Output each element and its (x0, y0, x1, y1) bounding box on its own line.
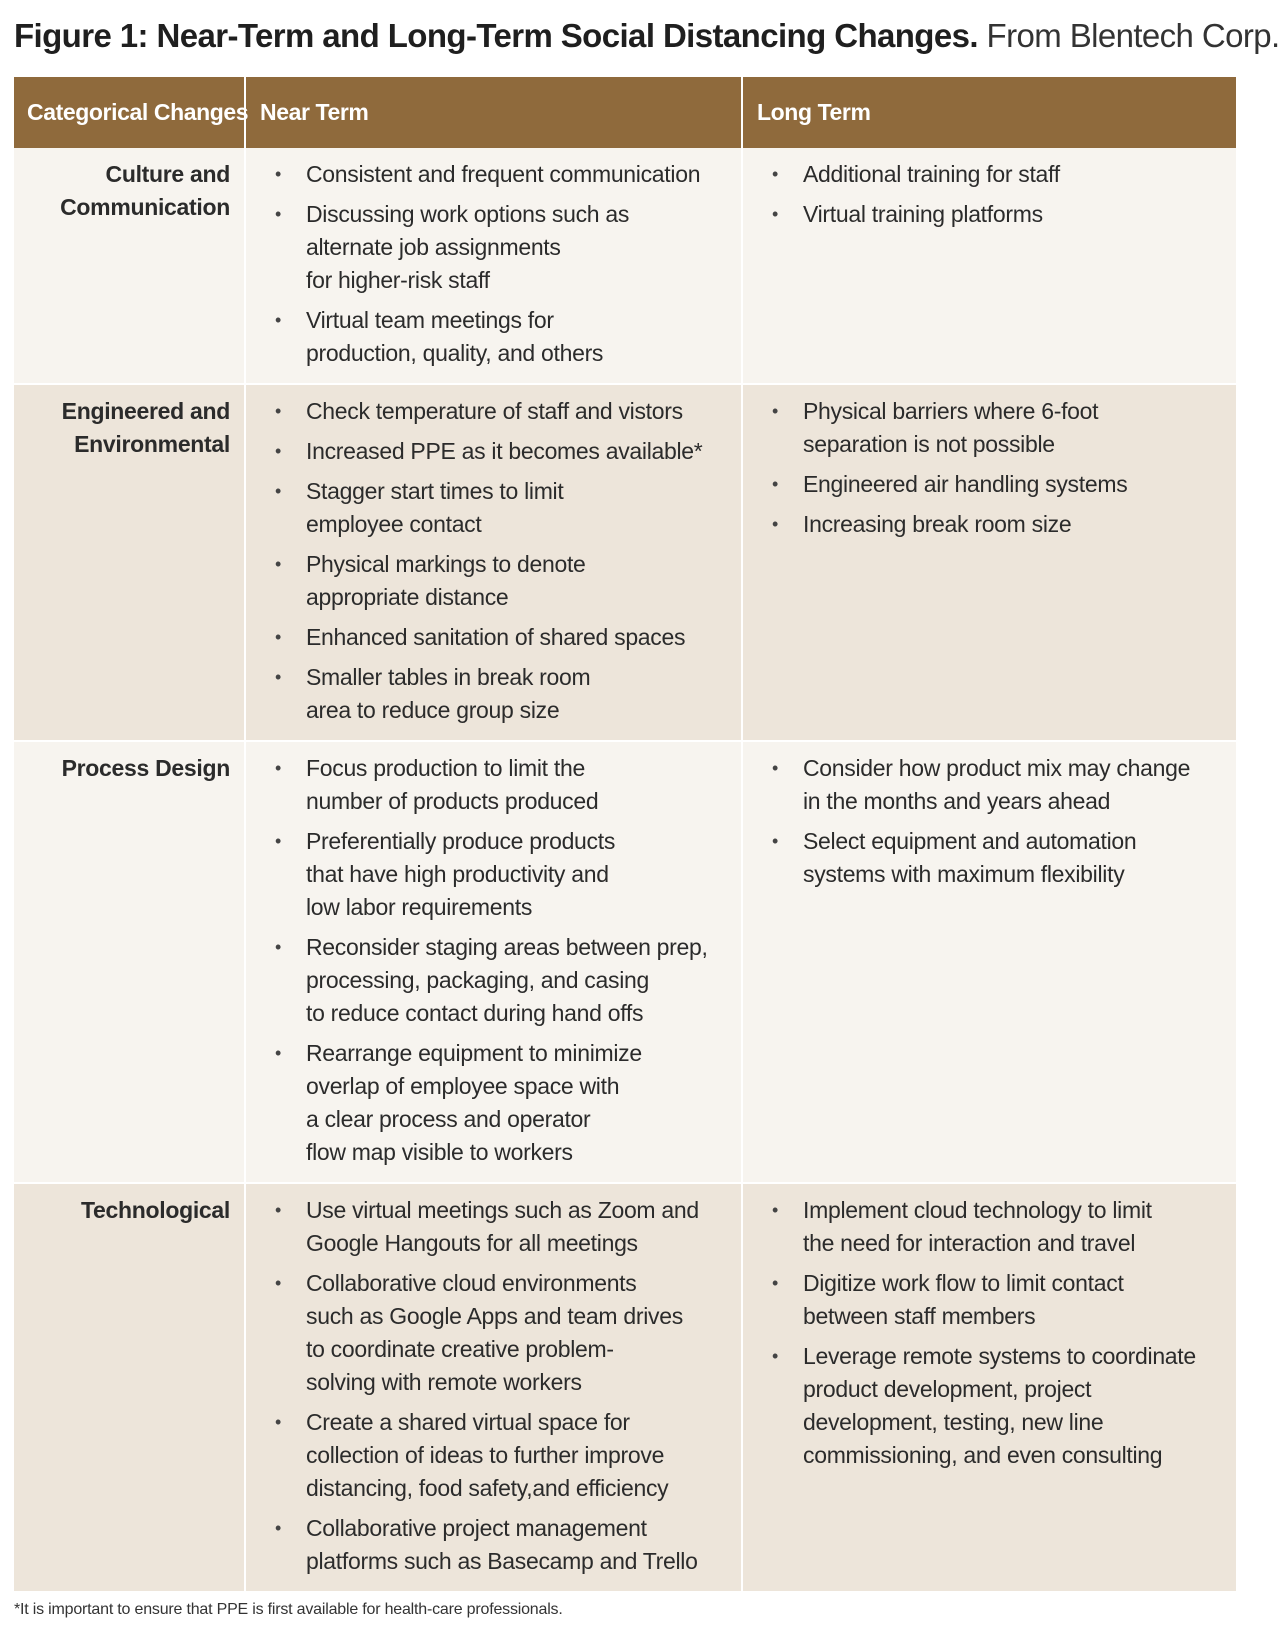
table-row (14, 384, 1236, 741)
list-item-line: production, quality, and others (306, 340, 604, 366)
category-cell (14, 741, 245, 1183)
list-item-line: collection of ideas to further improve (306, 1442, 665, 1468)
list-item-line: • Consistent and frequent communication (306, 161, 701, 187)
list-item-line: • Increasing break room size (803, 511, 1072, 537)
social-distancing-table (14, 77, 1236, 1593)
figure-title (14, 14, 1280, 58)
list-item (246, 475, 741, 541)
table-row (14, 148, 1236, 384)
list-item (743, 825, 1236, 891)
bullet-list (743, 158, 1236, 231)
list-item-line: • Enhanced sanitation of shared spaces (306, 624, 686, 650)
category-label-line: Environmental (74, 431, 230, 457)
list-item-line: between staff members (803, 1303, 1036, 1329)
list-item-line: systems with maximum flexibility (803, 861, 1125, 887)
list-item (246, 158, 741, 191)
list-item (246, 435, 741, 468)
list-item-line: • Virtual team meetings for (306, 307, 554, 333)
list-item-line: appropriate distance (306, 584, 509, 610)
bullet-list (743, 752, 1236, 891)
list-item (743, 1267, 1236, 1333)
list-item (246, 1406, 741, 1505)
list-item (743, 508, 1236, 541)
figure-title-text: Figure 1: Near-Term and Long-Term Social Distancing Changes. (14, 17, 978, 54)
list-item-line: • Stagger start times to limit (306, 478, 564, 504)
list-item (246, 752, 741, 818)
list-item (743, 468, 1236, 501)
list-item-line: to coordinate creative problem- (306, 1336, 614, 1362)
list-item-line: • Implement cloud technology to limit (803, 1197, 1152, 1223)
list-item-line: low labor requirements (306, 894, 533, 920)
list-item-line: • Preferentially produce products (306, 828, 616, 854)
list-item (743, 395, 1236, 461)
near-term-cell (245, 148, 742, 384)
list-item-line: that have high productivity and (306, 861, 609, 887)
list-item-line: • Leverage remote systems to coordinate (803, 1343, 1196, 1369)
list-item-line: alternate job assignments (306, 234, 561, 260)
list-item (743, 198, 1236, 231)
list-item-line: • Discussing work options such as (306, 201, 630, 227)
list-item-line: • Physical markings to denote (306, 551, 586, 577)
long-term-cell (742, 1183, 1236, 1592)
list-item-line: product development, project (803, 1376, 1092, 1402)
list-item-line: • Reconsider staging areas between prep, (306, 934, 708, 960)
list-item-line: • Consider how product mix may change (803, 755, 1191, 781)
long-term-cell (742, 741, 1236, 1183)
category-label-line: Communication (60, 194, 230, 220)
list-item-line: such as Google Apps and team drives (306, 1303, 683, 1329)
category-cell (14, 1183, 245, 1592)
bullet-list (743, 1194, 1236, 1472)
long-term-cell (742, 148, 1236, 384)
list-item-line: to reduce contact during hand offs (306, 1000, 644, 1026)
list-item (246, 395, 741, 428)
list-item-line: overlap of employee space with (306, 1073, 620, 1099)
list-item (246, 661, 741, 727)
table-body (14, 148, 1236, 1592)
list-item-line: • Rearrange equipment to minimize (306, 1040, 642, 1066)
list-item-line: separation is not possible (803, 431, 1055, 457)
table-row (14, 1183, 1236, 1592)
list-item-line: the need for interaction and travel (803, 1230, 1136, 1256)
list-item-line: area to reduce group size (306, 697, 560, 723)
list-item (743, 1194, 1236, 1260)
list-item-line: solving with remote workers (306, 1369, 582, 1395)
list-item (246, 621, 741, 654)
near-term-cell (245, 384, 742, 741)
header-near-term: Near Term (245, 77, 742, 148)
list-item (246, 1512, 741, 1578)
bullet-list (246, 1194, 741, 1578)
list-item-line: distancing, food safety,and efficiency (306, 1475, 669, 1501)
list-item-line: • Create a shared virtual space for (306, 1409, 630, 1435)
list-item-line: • Focus production to limit the (306, 755, 585, 781)
list-item-line: • Collaborative project management (306, 1515, 647, 1541)
footnote: *It is important to ensure that PPE is first available for health-care professionals. (14, 1601, 563, 1618)
list-item-line: a clear process and operator (306, 1106, 591, 1132)
list-item (246, 304, 741, 370)
header-categorical-changes: Categorical Changes (14, 77, 245, 148)
list-item-line: • Engineered air handling systems (803, 471, 1128, 497)
long-term-cell (742, 384, 1236, 741)
category-cell (14, 148, 245, 384)
list-item-line: • Additional training for staff (803, 161, 1060, 187)
bullet-list (743, 395, 1236, 541)
bullet-list (246, 158, 741, 370)
list-item-line: • Check temperature of staff and vistors (306, 398, 683, 424)
figure-source: From Blentech Corp. (986, 17, 1280, 54)
list-item-line: number of products produced (306, 788, 599, 814)
list-item (246, 198, 741, 297)
list-item-line: employee contact (306, 511, 482, 537)
list-item-line: • Virtual training platforms (803, 201, 1043, 227)
list-item-line: • Use virtual meetings such as Zoom and (306, 1197, 699, 1223)
near-term-cell (245, 1183, 742, 1592)
category-label-line: Engineered and (61, 398, 230, 424)
list-item (246, 1194, 741, 1260)
list-item (246, 1037, 741, 1169)
list-item-line: • Physical barriers where 6-foot (803, 398, 1099, 424)
list-item-line: • Digitize work flow to limit contact (803, 1270, 1124, 1296)
list-item (246, 931, 741, 1030)
category-cell (14, 384, 245, 741)
near-term-cell (245, 741, 742, 1183)
list-item-line: • Smaller tables in break room (306, 664, 591, 690)
list-item-line: for higher-risk staff (306, 267, 490, 293)
header-long-term: Long Term (742, 77, 1236, 148)
table-row (14, 741, 1236, 1183)
list-item (246, 825, 741, 924)
list-item (246, 548, 741, 614)
list-item-line: platforms such as Basecamp and Trello (306, 1548, 698, 1574)
list-item-line: processing, packaging, and casing (306, 967, 649, 993)
list-item-line: in the months and years ahead (803, 788, 1111, 814)
list-item-line: • Increased PPE as it becomes available* (306, 438, 703, 464)
list-item (743, 158, 1236, 191)
list-item (743, 752, 1236, 818)
list-item-line: • Select equipment and automation (803, 828, 1137, 854)
list-item (743, 1340, 1236, 1472)
bullet-list (246, 395, 741, 727)
table-header-row (14, 77, 1236, 148)
list-item (246, 1267, 741, 1399)
category-label-line: Process Design (61, 755, 230, 781)
list-item-line: flow map visible to workers (306, 1139, 573, 1165)
bullet-list (246, 752, 741, 1169)
list-item-line: development, testing, new line (803, 1409, 1104, 1435)
list-item-line: commissioning, and even consulting (803, 1442, 1163, 1468)
category-label-line: Technological (80, 1197, 230, 1223)
list-item-line: Google Hangouts for all meetings (306, 1230, 638, 1256)
category-label-line: Culture and (105, 161, 230, 187)
list-item-line: • Collaborative cloud environments (306, 1270, 637, 1296)
